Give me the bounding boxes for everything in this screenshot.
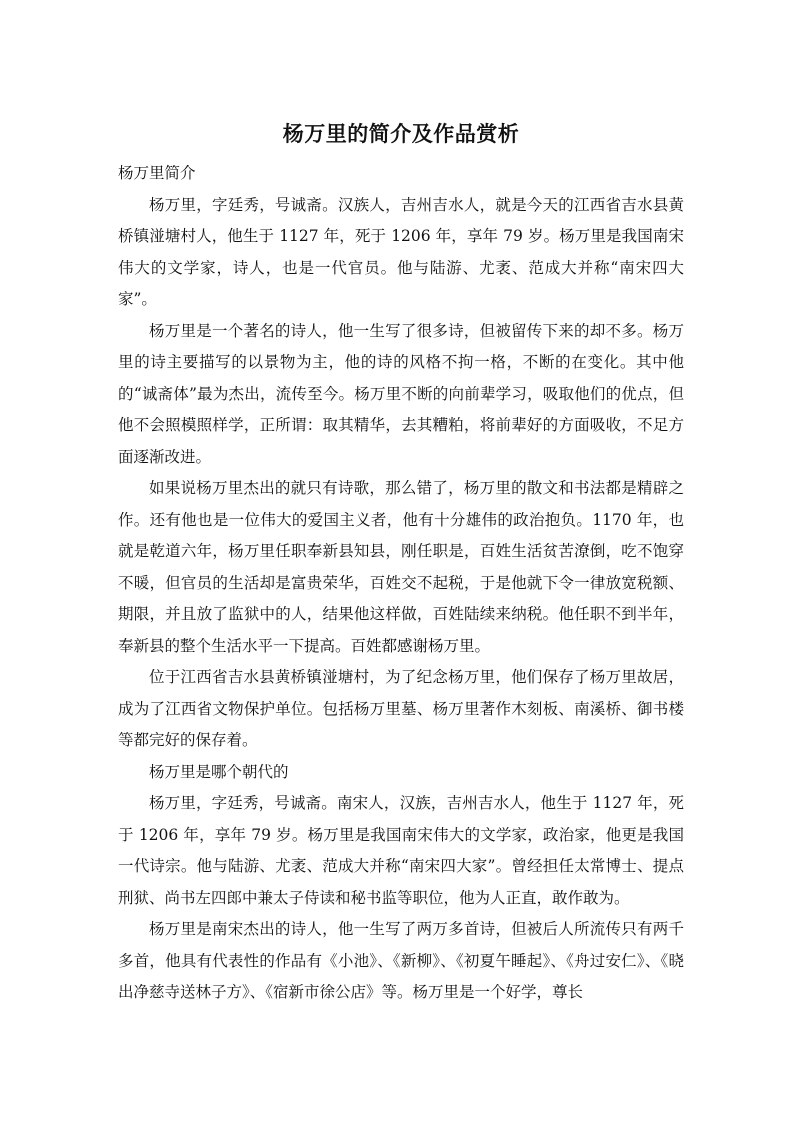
- section-heading-dynasty: 杨万里是哪个朝代的: [149, 762, 289, 781]
- paragraph: 杨万里是南宋杰出的诗人，他一生写了两万多首诗，但被后人所流传只有两千多首，他具有代表性的作品有《小池》、《新柳》、《初夏午睡起》、《舟过安仁》、《晓出净慈寺送林子方》、《宿新市徐公店》等。杨万里是一个好学，尊长: [118, 920, 684, 1001]
- document-title: 杨万里的简介及作品赏析: [282, 122, 520, 146]
- paragraph: 杨万里是一个著名的诗人，他一生写了很多诗，但被留传下来的却不多。杨万里的诗主要描写的以景物为主，他的诗的风格不拘一格，不断的在变化。其中他的“诚斋体”最为杰出，流传至今。杨万里不断的向前辈学习，吸取他们的优点，但他不会照模照样学，正所谓：取其精华，去其糟粕，将前辈好的方面吸收，不足方面逐渐改进。: [118, 321, 684, 466]
- document-page: [118, 118, 684, 1009]
- paragraph: 杨万里，字廷秀，号诚斋。南宋人，汉族，吉州吉水人，他生于 1127 年，死于 1206 年，享年 79 岁。杨万里是我国南宋伟大的文学家，政治家，他更是我国一代诗宗。他与陆游、尤袤、范成大并称“南宋四大家”。曾经担任太常博士、提点刑狱、尚书左四郎中兼太子侍读和秘书监等职位，他为人正直，敢作敢为。: [118, 794, 684, 907]
- paragraph: 位于江西省吉水县黄桥镇湴塘村，为了纪念杨万里，他们保存了杨万里故居，成为了江西省文物保护单位。包括杨万里墓、杨万里著作木刻板、南溪桥、御书楼等都完好的保存着。: [118, 668, 684, 749]
- paragraph: 如果说杨万里杰出的就只有诗歌，那么错了，杨万里的散文和书法都是精辟之作。还有他也是一位伟大的爱国主义者，他有十分雄伟的政治抱负。1170 年，也就是乾道六年，杨万里任职奉新县知县，刚任职是，百姓生活贫苦潦倒，吃不饱穿不暖，但官员的生活却是富贵荣华，百姓交不起税，于是他就下令一律放宽税额、期限，并且放了监狱中的人，结果他这样做，百姓陆续来纳税。他任职不到半年，奉新县的整个生活水平一下提高。百姓都感谢杨万里。: [118, 479, 684, 655]
- section-heading-intro: 杨万里简介: [118, 164, 196, 182]
- paragraph: 杨万里，字廷秀，号诚斋。汉族人，吉州吉水人，就是今天的江西省吉水县黄桥镇湴塘村人，他生于 1127 年，死于 1206 年，享年 79 岁。杨万里是我国南宋伟大的文学家，诗人，也是一代官员。他与陆游、尤袤、范成大并称“南宋四大家”。: [118, 195, 684, 308]
